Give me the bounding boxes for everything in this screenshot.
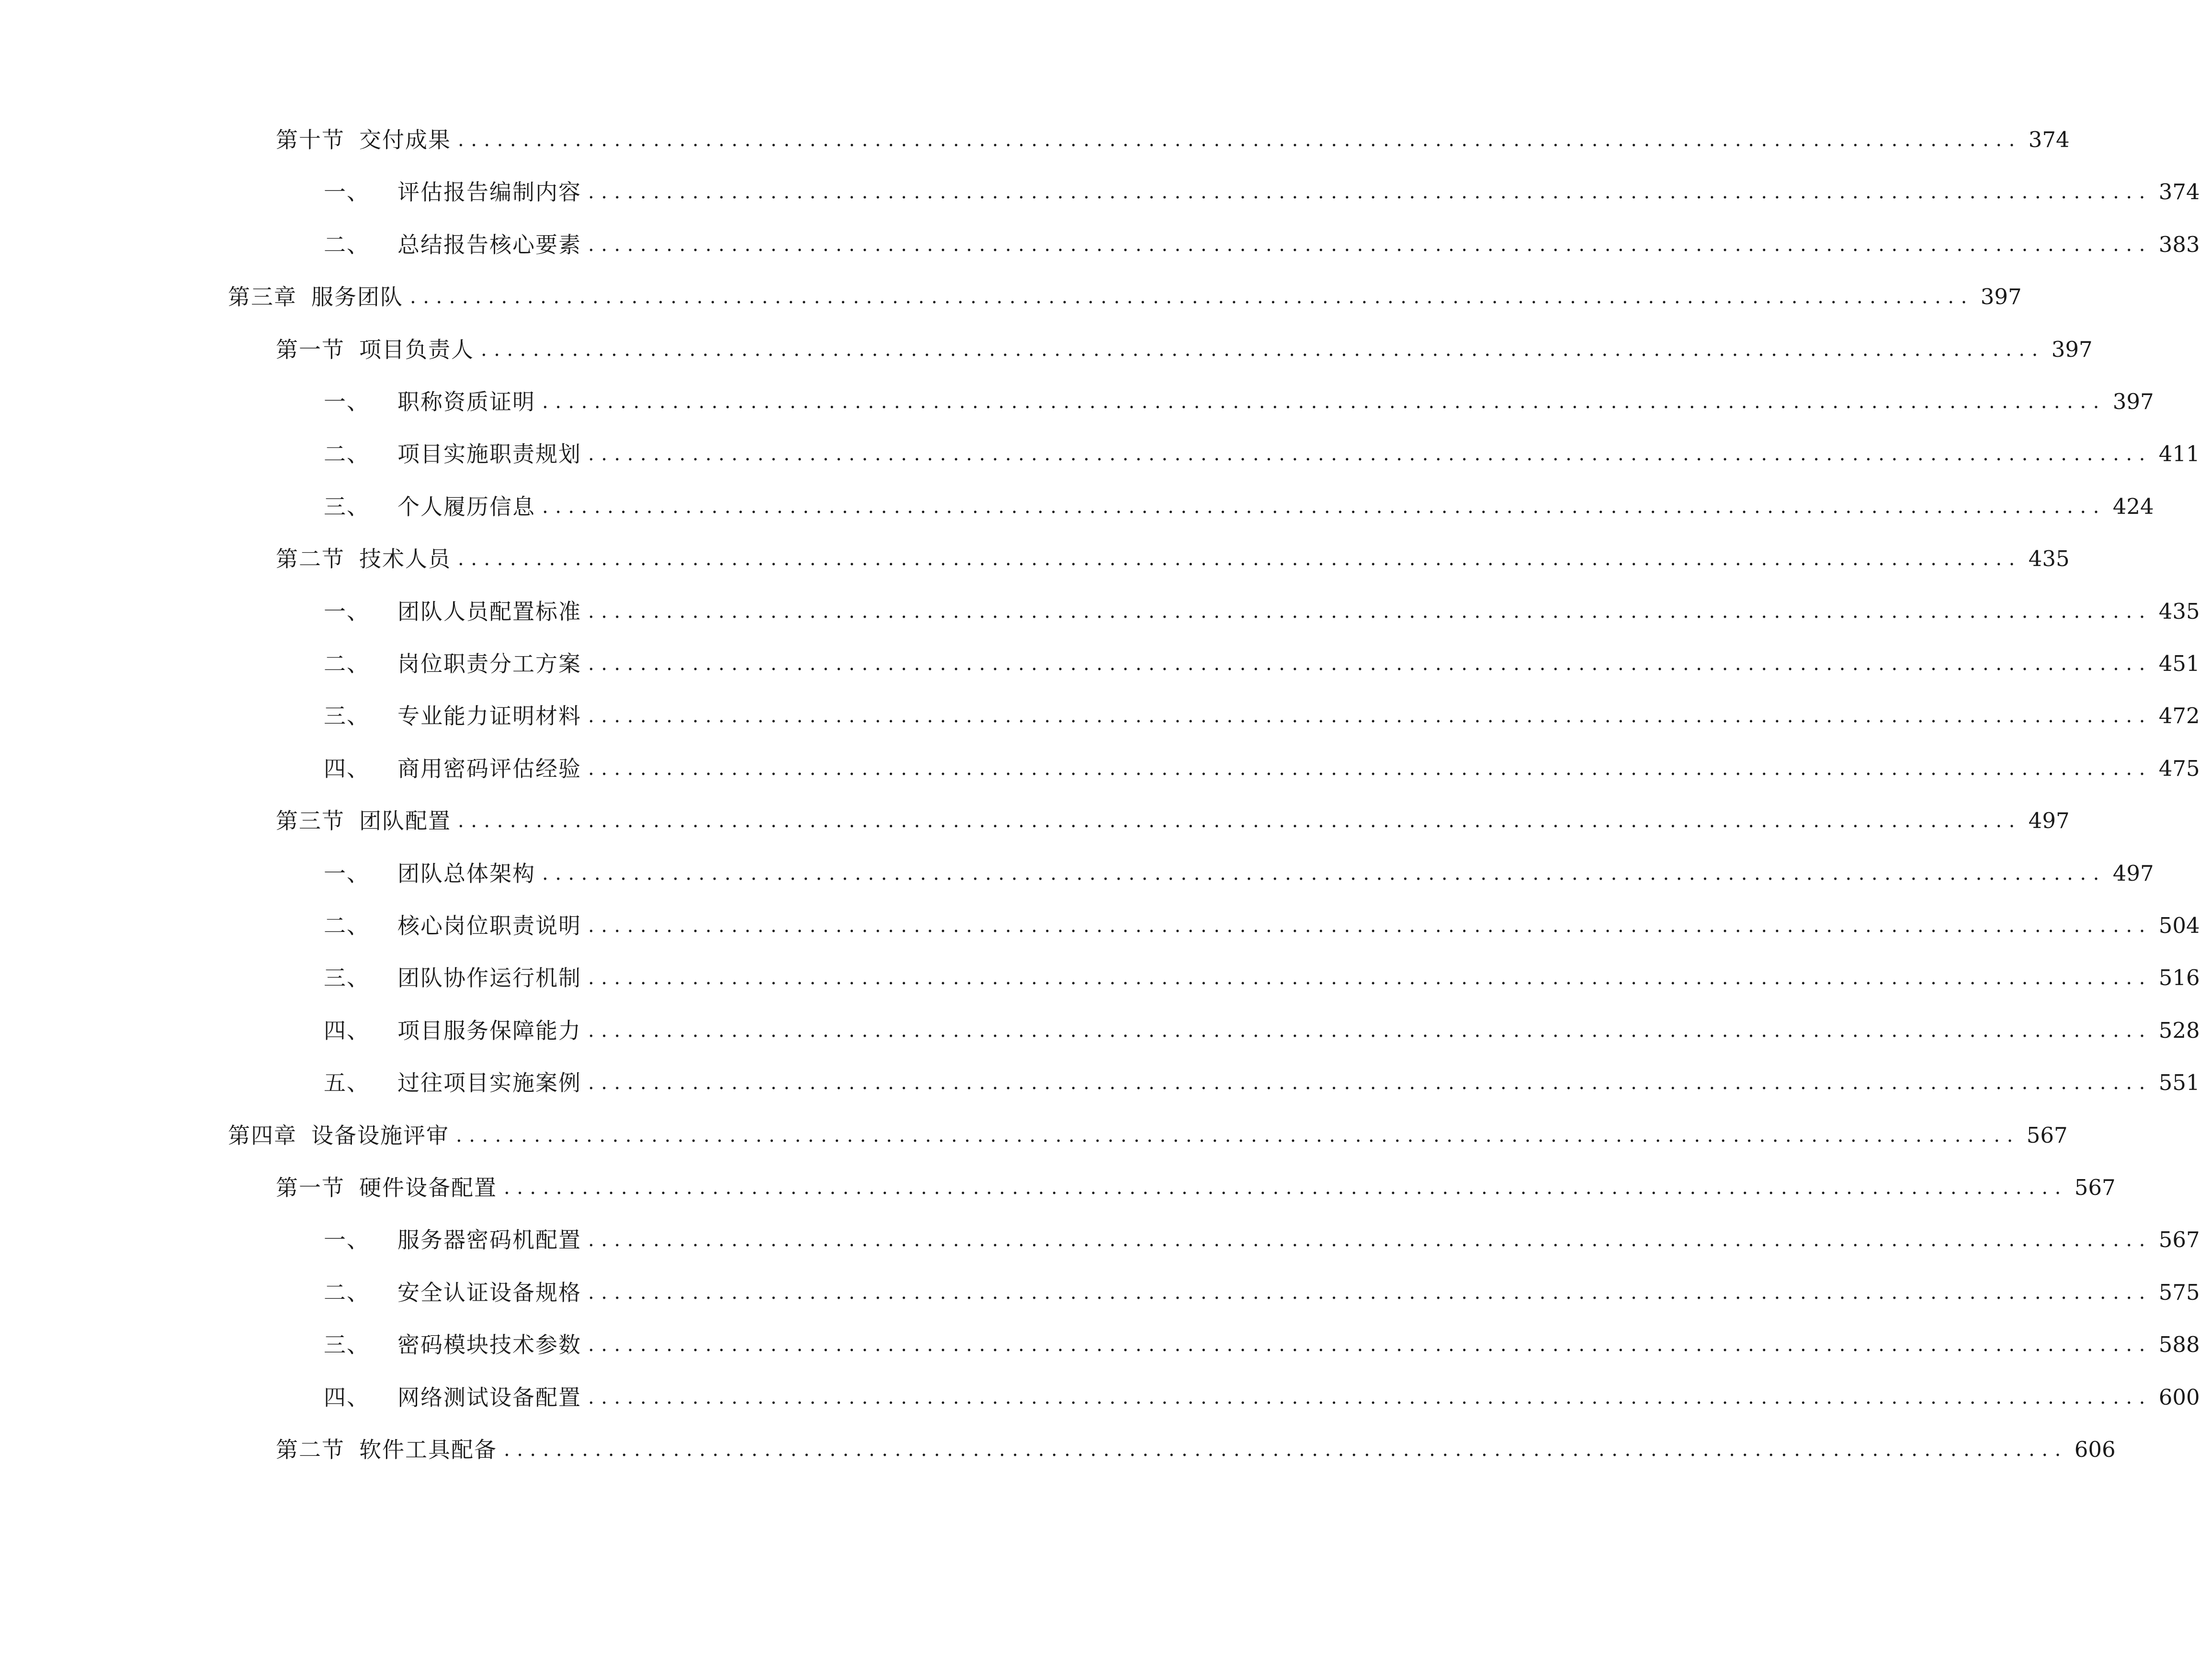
- toc-entry-title: 密码模块技术参数: [397, 1332, 581, 1358]
- dot-leader: ........................................................................................................................: [588, 915, 2152, 937]
- dot-leader: ........................................................................................................................: [481, 338, 2045, 361]
- dot-leader: ........................................................................................................................: [542, 391, 2106, 413]
- toc-entry-label: 一、: [324, 179, 370, 205]
- dot-leader: ........................................................................................................................: [588, 1281, 2152, 1304]
- toc-entry-label: 第二节: [276, 546, 345, 572]
- toc-entry-title: 团队协作运行机制: [397, 965, 581, 991]
- dot-leader: ........................................................................................................................: [588, 233, 2152, 256]
- toc-entry-title: 交付成果: [359, 127, 451, 153]
- toc-entry-title: 服务团队: [311, 284, 403, 310]
- toc-entry-title: 团队人员配置标准: [397, 598, 581, 624]
- dot-leader: ........................................................................................................................: [504, 1177, 2068, 1199]
- toc-entry[interactable]: [324, 592, 2200, 631]
- toc-entry[interactable]: [228, 1116, 2068, 1155]
- dot-leader: ........................................................................................................................: [588, 1229, 2152, 1251]
- toc-entry-page-number: 435: [2158, 598, 2200, 624]
- toc-entry[interactable]: [324, 1011, 2200, 1050]
- toc-entry[interactable]: [324, 645, 2200, 683]
- toc-entry-label: 第三节: [276, 808, 345, 834]
- toc-entry-label: 二、: [324, 441, 370, 467]
- toc-entry[interactable]: [324, 1378, 2200, 1417]
- toc-entry-label: 二、: [324, 231, 370, 258]
- dot-leader: ........................................................................................................................: [458, 810, 2022, 832]
- toc-entry[interactable]: [276, 802, 2070, 840]
- toc-entry-title: 职称资质证明: [397, 389, 535, 415]
- toc-entry[interactable]: [324, 226, 2200, 264]
- toc-entry-label: 二、: [324, 651, 370, 677]
- toc-entry-label: 二、: [324, 913, 370, 939]
- toc-entry-title: 评估报告编制内容: [397, 179, 581, 205]
- toc-entry-label: 三、: [324, 703, 370, 729]
- toc-entry-label: 一、: [324, 860, 370, 886]
- toc-entry-page-number: 397: [2051, 336, 2093, 362]
- toc-entry-label: 二、: [324, 1279, 370, 1305]
- toc-entry-label: 三、: [324, 493, 370, 520]
- toc-entry-title: 技术人员: [359, 546, 451, 572]
- toc-entry-title: 项目实施职责规划: [397, 441, 581, 467]
- toc-entry-title: 商用密码评估经验: [397, 755, 581, 782]
- toc-entry-page-number: 472: [2158, 703, 2200, 729]
- toc-entry-label: 第一节: [276, 1175, 345, 1201]
- toc-entry-title: 核心岗位职责说明: [397, 913, 581, 939]
- toc-entry-title: 团队总体架构: [397, 860, 535, 886]
- toc-entry-page-number: 411: [2158, 441, 2200, 467]
- toc-entry[interactable]: [324, 749, 2200, 788]
- toc-entry-page-number: 397: [1980, 284, 2022, 310]
- dot-leader: ........................................................................................................................: [458, 129, 2022, 151]
- toc-entry[interactable]: [324, 1064, 2200, 1102]
- toc-entry[interactable]: [324, 173, 2200, 211]
- toc-entry-page-number: 575: [2158, 1279, 2200, 1305]
- dot-leader: ........................................................................................................................: [588, 1386, 2152, 1408]
- toc-entry-title: 项目服务保障能力: [397, 1017, 581, 1044]
- dot-leader: ........................................................................................................................: [588, 181, 2152, 204]
- toc-entry-title: 硬件设备配置: [359, 1175, 497, 1201]
- toc-entry-page-number: 551: [2158, 1070, 2200, 1096]
- toc-entry-title: 网络测试设备配置: [397, 1384, 581, 1410]
- toc-entry[interactable]: [228, 278, 2022, 316]
- toc-entry-page-number: 497: [2028, 808, 2070, 834]
- toc-entry-page-number: 567: [2158, 1227, 2200, 1253]
- toc-entry-page-number: 606: [2074, 1437, 2116, 1462]
- toc-entry-page-number: 383: [2158, 231, 2200, 257]
- toc-entry-title: 设备设施评审: [311, 1122, 449, 1148]
- toc-entry-label: 三、: [324, 1332, 370, 1358]
- toc-entry-title: 团队配置: [359, 808, 451, 834]
- toc-entry[interactable]: [276, 121, 2070, 159]
- dot-leader: ........................................................................................................................: [588, 1334, 2152, 1356]
- toc-entry-page-number: 588: [2158, 1332, 2200, 1358]
- dot-leader: ........................................................................................................................: [588, 443, 2152, 465]
- toc-entry[interactable]: [324, 854, 2154, 893]
- toc-entry-title: 过往项目实施案例: [397, 1070, 581, 1096]
- toc-entry-title: 个人履历信息: [397, 493, 535, 520]
- dot-leader: ........................................................................................................................: [588, 1019, 2152, 1042]
- toc-entry[interactable]: [324, 959, 2200, 997]
- toc-entry-label: 一、: [324, 598, 370, 624]
- toc-entry-title: 岗位职责分工方案: [397, 651, 581, 677]
- toc-entry-label: 三、: [324, 965, 370, 991]
- toc-entry-label: 第四章: [228, 1122, 297, 1148]
- toc-entry[interactable]: [324, 1326, 2200, 1364]
- toc-entry[interactable]: [276, 540, 2070, 578]
- toc-entry-page-number: 475: [2158, 755, 2200, 781]
- toc-entry[interactable]: [324, 488, 2154, 526]
- dot-leader: ........................................................................................................................: [588, 600, 2152, 623]
- toc-entry-page-number: 528: [2158, 1017, 2200, 1043]
- dot-leader: ........................................................................................................................: [542, 495, 2106, 518]
- toc-entry[interactable]: [324, 1221, 2200, 1259]
- toc-entry-label: 第二节: [276, 1437, 345, 1463]
- toc-entry[interactable]: [276, 1169, 2116, 1207]
- dot-leader: ........................................................................................................................: [588, 1072, 2152, 1094]
- toc-entry-label: 四、: [324, 1017, 370, 1044]
- dot-leader: ........................................................................................................................: [542, 862, 2106, 885]
- toc-entry-page-number: 516: [2158, 965, 2200, 991]
- toc-entry-label: 五、: [324, 1070, 370, 1096]
- toc-entry[interactable]: [324, 435, 2200, 473]
- dot-leader: ........................................................................................................................: [456, 1124, 2020, 1146]
- toc-entry-label: 一、: [324, 389, 370, 415]
- toc-entry[interactable]: [324, 697, 2200, 735]
- toc-entry-page-number: 567: [2074, 1175, 2116, 1200]
- toc-entry-label: 第十节: [276, 127, 345, 153]
- toc-entry[interactable]: [276, 1430, 2116, 1469]
- toc-entry-title: 安全认证设备规格: [397, 1279, 581, 1305]
- toc-entry-page-number: 567: [2026, 1122, 2068, 1148]
- toc-entry-label: 第一节: [276, 336, 345, 363]
- toc-entry-page-number: 504: [2158, 913, 2200, 938]
- dot-leader: ........................................................................................................................: [410, 286, 1974, 308]
- dot-leader: ........................................................................................................................: [504, 1439, 2068, 1461]
- toc-entry[interactable]: [324, 383, 2154, 421]
- toc-entry[interactable]: [276, 330, 2093, 369]
- toc-entry-label: 第三章: [228, 284, 297, 310]
- toc-entry-title: 项目负责人: [359, 336, 474, 363]
- toc-entry-label: 四、: [324, 1384, 370, 1410]
- toc-entry-title: 服务器密码机配置: [397, 1227, 581, 1253]
- dot-leader: ........................................................................................................................: [458, 548, 2022, 570]
- toc-entry-page-number: 451: [2158, 651, 2200, 676]
- toc-entry[interactable]: [324, 1273, 2200, 1312]
- dot-leader: ........................................................................................................................: [588, 653, 2152, 675]
- toc-entry-page-number: 397: [2112, 389, 2154, 414]
- toc-entry-label: 一、: [324, 1227, 370, 1253]
- toc-entry[interactable]: [324, 907, 2200, 945]
- toc-entry-page-number: 435: [2028, 546, 2070, 572]
- toc-entry-title: 总结报告核心要素: [397, 231, 581, 258]
- toc-entry-page-number: 424: [2112, 493, 2154, 519]
- toc-entry-page-number: 374: [2158, 179, 2200, 205]
- dot-leader: ........................................................................................................................: [588, 757, 2152, 780]
- toc-entry-label: 四、: [324, 755, 370, 782]
- toc-entry-title: 软件工具配备: [359, 1437, 497, 1463]
- toc-entry-page-number: 600: [2158, 1384, 2200, 1410]
- dot-leader: ........................................................................................................................: [588, 705, 2152, 727]
- toc-entry-title: 专业能力证明材料: [397, 703, 581, 729]
- toc-entry-page-number: 497: [2112, 860, 2154, 886]
- toc-entry-page-number: 374: [2028, 127, 2070, 152]
- dot-leader: ........................................................................................................................: [588, 967, 2152, 989]
